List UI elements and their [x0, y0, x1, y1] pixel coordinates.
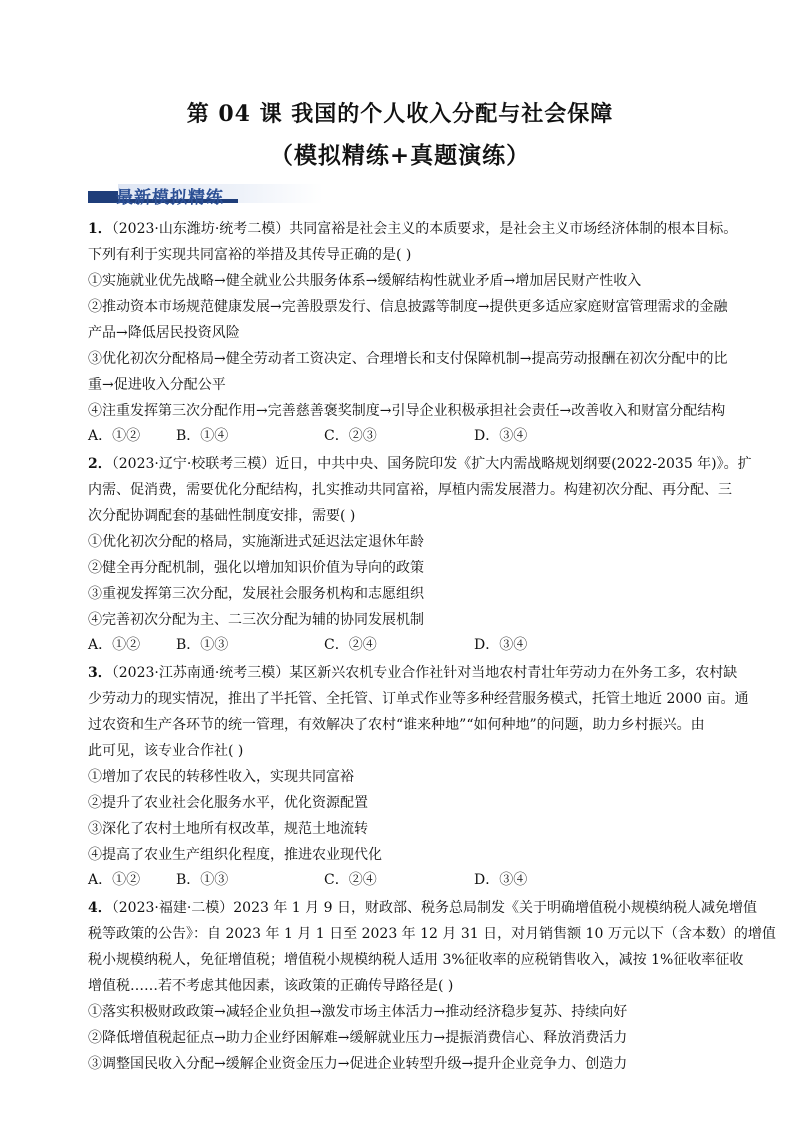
statement-1: ①增加了农民的转移性收入，实现共同富裕 [88, 769, 354, 785]
statement-1: ①优化初次分配的格局，实施渐进式延迟法定退休年龄 [88, 534, 424, 550]
question-stem: 过农资和生产各环节的统一管理，有效解决了农村“谁来种地”“如何种地”的问题，助力乡村振兴。由 [88, 717, 705, 733]
answer-options [88, 424, 527, 448]
statement-2: ②提升了农业社会化服务水平，优化资源配置 [88, 795, 368, 811]
question-number: 3． [88, 665, 112, 681]
question-stem: （2023·山东潍坊·统考二模）共同富裕是社会主义的本质要求，是社会主义市场经济体制的根本目标。 [111, 221, 738, 237]
statement-2: ②降低增值税起征点→助力企业纾困解难→缓解就业压力→提振消费信心、释放消费活力 [88, 1030, 628, 1046]
question-stem: 次分配协调配套的基础性制度安排，需要( ) [88, 508, 356, 524]
question-stem: （2023·辽宁·校联考三模）近日，中共中央、国务院印发《扩大内需战略规划纲要(2022-2035 年)》。扩 [111, 456, 752, 472]
statement-2: ②推动资本市场规范健康发展→完善股票发行、信息披露等制度→提供更多适应家庭财富管理需求的金融 [88, 299, 728, 315]
option-a[interactable]: A．①② [88, 872, 141, 888]
option-d[interactable]: D．③④ [474, 428, 528, 444]
statement-3: ③重视发挥第三次分配，发展社会服务机构和志愿组织 [88, 586, 424, 602]
question-stem: 下列有利于实现共同富裕的举措及其传导正确的是( ) [88, 247, 412, 263]
question-stem: 此可见，该专业合作社( ) [88, 743, 244, 759]
statement-3: ③优化初次分配格局→健全劳动者工资决定、合理增长和支付保障机制→提高劳动报酬在初次分配中的比 [88, 351, 728, 367]
statement-2-cont: 产品→降低居民投资风险 [88, 325, 240, 341]
question-number: 4． [88, 900, 112, 916]
question-stem: （2023·福建·二模）2023 年 1 月 9 日，财政部、税务总局制发《关于明确增值税小规模纳税人减免增值 [111, 900, 757, 916]
question-number: 1． [88, 221, 112, 237]
statement-2: ②健全再分配机制，强化以增加知识价值为导向的政策 [88, 560, 424, 576]
question-number: 2． [88, 456, 112, 472]
option-c[interactable]: C．②③ [324, 428, 377, 444]
page-subtitle: （模拟精练+真题演练） [269, 142, 531, 169]
option-b[interactable]: B．①④ [176, 428, 229, 444]
option-b[interactable]: B．①③ [176, 637, 229, 653]
option-d[interactable]: D．③④ [474, 872, 528, 888]
statement-4: ④完善初次分配为主、二三次分配为辅的协同发展机制 [88, 612, 424, 628]
option-d[interactable]: D．③④ [474, 637, 528, 653]
question-stem: 内需、促消费，需要优化分配结构，扎实推动共同富裕，厚植内需发展潜力。构建初次分配、再分配、三 [88, 482, 732, 498]
option-a[interactable]: A．①② [88, 637, 141, 653]
answer-options [88, 633, 527, 657]
section-banner [88, 184, 263, 206]
question-stem: 税等政策的公告》：自 2023 年 1 月 1 日至 2023 年 12 月 31 日，对月销售额 10 万元以下（含本数）的增值 [88, 926, 776, 942]
option-b[interactable]: B．①③ [176, 872, 229, 888]
section-title: 最新模拟精练 [116, 188, 224, 208]
statement-1: ①落实积极财政政策→减轻企业负担→激发市场主体活力→推动经济稳步复苏、持续向好 [88, 1004, 628, 1020]
statement-3: ③调整国民收入分配→缓解企业资金压力→促进企业转型升级→提升企业竞争力、创造力 [88, 1056, 628, 1072]
statement-4: ④提高了农业生产组织化程度，推进农业现代化 [88, 847, 382, 863]
statement-1: ①实施就业优先战略→健全就业公共服务体系→缓解结构性就业矛盾→增加居民财产性收入 [88, 273, 642, 289]
page-title: 第 04 课 我国的个人收入分配与社会保障 [186, 101, 614, 127]
option-a[interactable]: A．①② [88, 428, 141, 444]
question-stem: 税小规模纳税人，免征增值税；增值税小规模纳税人适用 3%征收率的应税销售收入，减按 1%征收率征收 [88, 952, 744, 968]
question-stem: （2023·江苏南通·统考三模）某区新兴农机专业合作社针对当地农村青壮年劳动力在外务工多，农村缺 [111, 665, 738, 681]
question-stem: 增值税……若不考虑其他因素，该政策的正确传导路径是( ) [88, 978, 454, 994]
statement-3: ③深化了农村土地所有权改革，规范土地流转 [88, 821, 368, 837]
question-stem: 少劳动力的现实情况，推出了半托管、全托管、订单式作业等多种经营服务模式，托管土地近 2000 亩。通 [88, 691, 749, 707]
answer-options [88, 868, 527, 892]
statement-3-cont: 重→促进收入分配公平 [88, 377, 226, 393]
option-c[interactable]: C．②④ [324, 637, 377, 653]
option-c[interactable]: C．②④ [324, 872, 377, 888]
statement-4: ④注重发挥第三次分配作用→完善慈善褒奖制度→引导企业积极承担社会责任→改善收入和财富分配结构 [88, 403, 726, 419]
